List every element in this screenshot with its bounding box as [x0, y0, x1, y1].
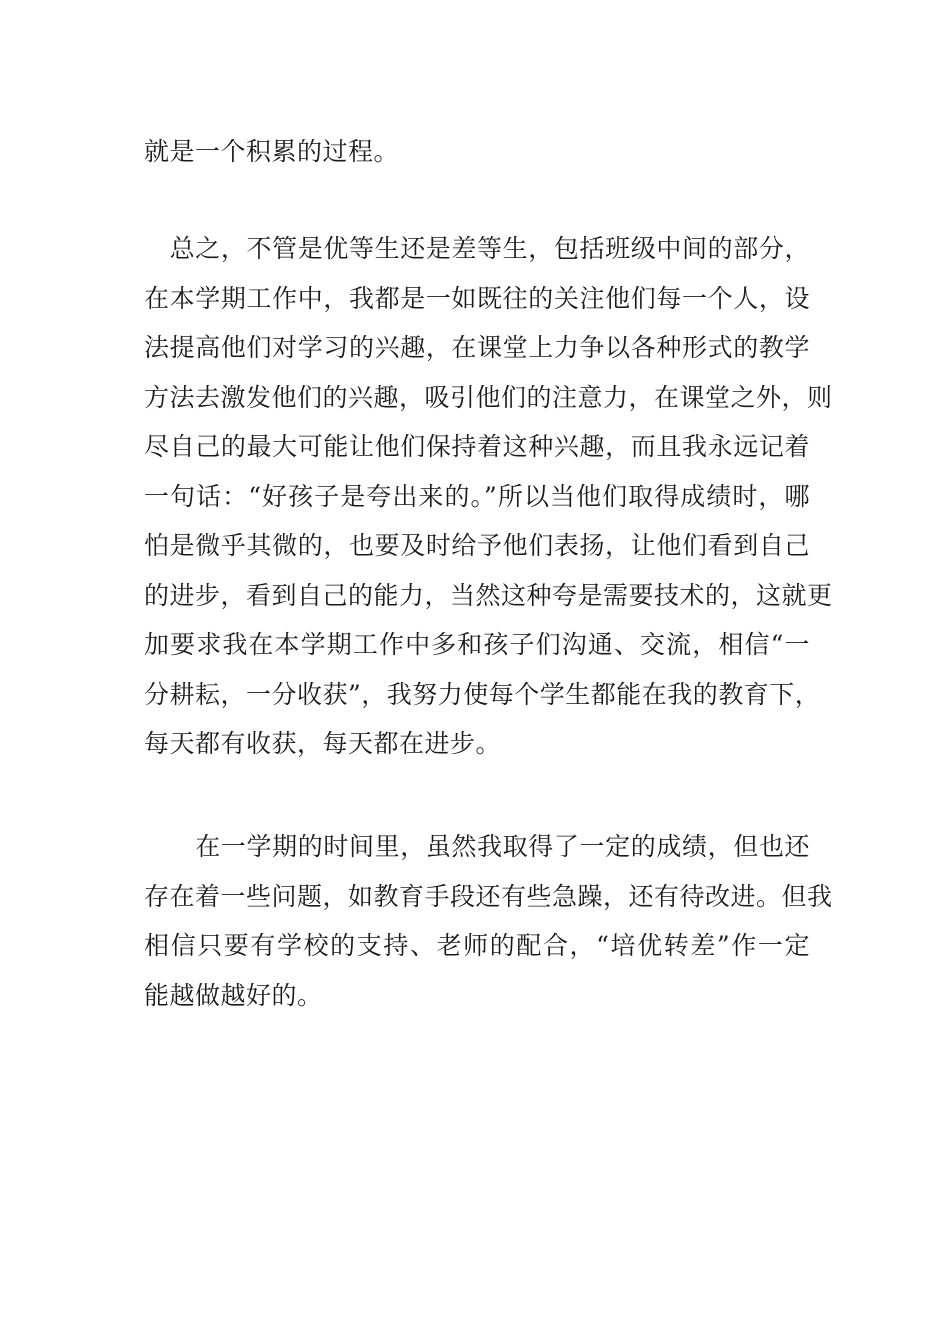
text-line: 的进步，看到自己的能力，当然这种夸是需要技术的，这就更: [144, 580, 833, 610]
paragraph-continuation: [144, 127, 810, 177]
text-line: 分耕耘，一分收获”，我努力使每个学生都能在我的教育下，: [144, 679, 821, 709]
text-line: 尽自己的最大可能让他们保持着这种兴趣，而且我永远记着: [144, 432, 810, 461]
text-line: 法提高他们对学习的兴趣，在课堂上力争以各种形式的教学: [144, 333, 810, 362]
text-line: 总之，不管是优等生还是差等生，包括班级中间的部分，: [144, 234, 810, 263]
paragraph-conclusion: [144, 822, 833, 1020]
text-line: 怕是微乎其微的，也要及时给予他们表扬，让他们看到自己: [144, 531, 810, 560]
paragraph-summary: [144, 224, 833, 769]
text-line: 在一学期的时间里，虽然我取得了一定的成绩，但也还: [144, 832, 810, 861]
text-line: 每天都有收获，每天都在进步。: [144, 729, 502, 758]
text-line: 加要求我在本学期工作中多和孩子们沟通、交流，相信“一: [144, 630, 810, 659]
text-line: 方法去激发他们的兴趣，吸引他们的注意力，在课堂之外，则: [144, 382, 833, 412]
text-line: 就是一个积累的过程。: [144, 137, 400, 166]
text-line: 能越做越好的。: [144, 980, 323, 1010]
text-line: 一句话：“好孩子是夸出来的。”所以当他们取得成绩时，哪: [144, 481, 810, 511]
text-line: 在本学期工作中，我都是一如既往的关注他们每一个人，设: [144, 283, 810, 313]
text-line: 相信只要有学校的支持、老师的配合，“培优转差”作一定: [144, 931, 810, 960]
text-line: 存在着一些问题，如教育手段还有些急躁，还有待改进。但我: [144, 881, 833, 911]
